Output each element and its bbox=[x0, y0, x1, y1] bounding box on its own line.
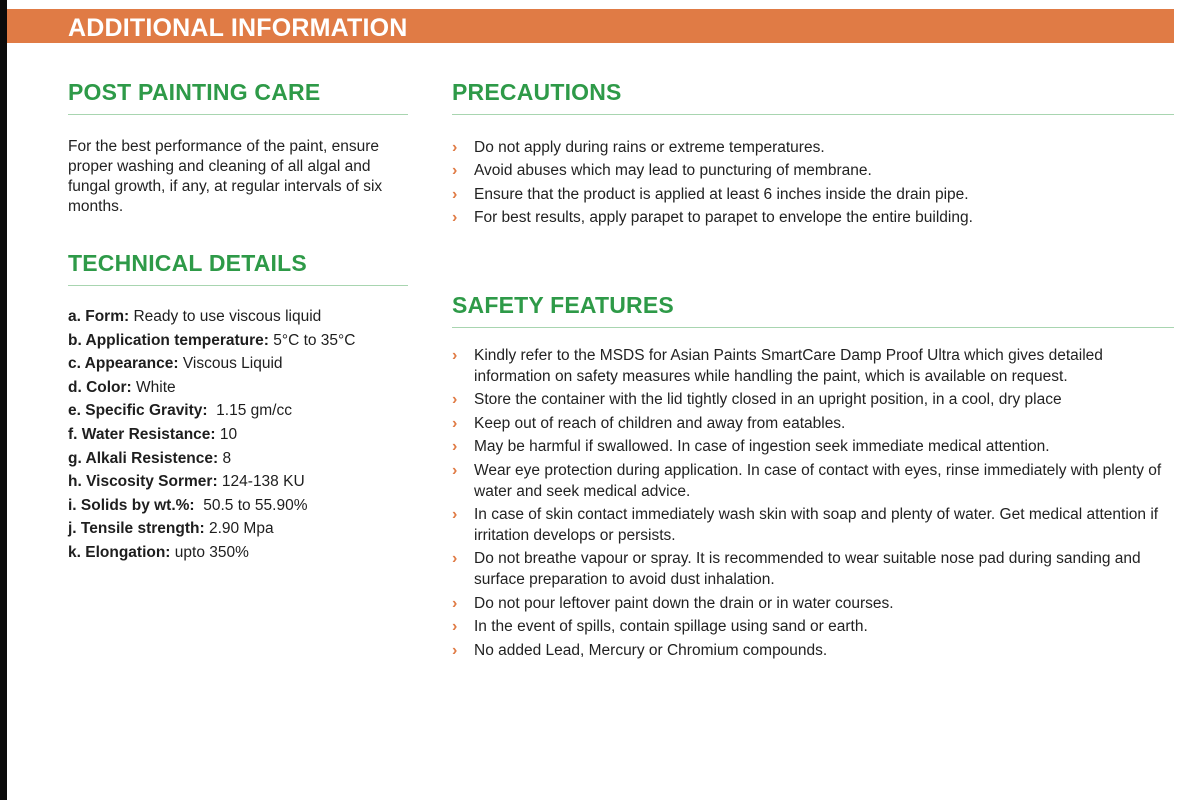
chevron-right-icon: › bbox=[452, 505, 458, 523]
list-item bbox=[452, 460, 1174, 502]
spec-item bbox=[68, 305, 355, 329]
spec-label: g. Alkali Resistence: bbox=[68, 449, 219, 467]
spec-label: c. Appearance: bbox=[68, 355, 179, 373]
spec-item bbox=[68, 376, 355, 400]
spec-item bbox=[68, 329, 355, 353]
list-item bbox=[452, 436, 1174, 457]
chevron-right-icon: › bbox=[452, 550, 458, 568]
chevron-right-icon: › bbox=[452, 162, 458, 180]
section-banner bbox=[7, 9, 1174, 43]
list-item-text: Store the container with the lid tightly closed in an upright position, in a cool, dry place bbox=[474, 391, 1062, 409]
spec-label: f. Water Resistance: bbox=[68, 425, 216, 443]
spec-item bbox=[68, 494, 355, 518]
divider bbox=[68, 285, 408, 286]
list-item bbox=[452, 184, 1174, 205]
list-item-text: Do not pour leftover paint down the drain or in water courses. bbox=[474, 594, 894, 612]
list-item bbox=[452, 616, 1174, 637]
spec-value: 2.90 Mpa bbox=[204, 520, 274, 538]
spec-value: Ready to use viscous liquid bbox=[129, 308, 322, 325]
technical-details-heading: TECHNICAL DETAILS bbox=[68, 250, 307, 276]
precautions-list bbox=[452, 137, 1174, 230]
spec-value: White bbox=[131, 378, 176, 396]
spec-item bbox=[68, 447, 355, 471]
divider bbox=[452, 114, 1174, 115]
spec-label: a. Form: bbox=[68, 308, 130, 325]
list-item bbox=[452, 593, 1174, 614]
precautions-heading: PRECAUTIONS bbox=[452, 79, 622, 105]
chevron-right-icon: › bbox=[452, 391, 458, 409]
safety-features-heading: SAFETY FEATURES bbox=[452, 292, 674, 318]
list-item bbox=[452, 160, 1174, 181]
chevron-right-icon: › bbox=[452, 641, 458, 659]
page-edge bbox=[0, 0, 7, 800]
list-item bbox=[452, 137, 1174, 158]
list-item bbox=[452, 389, 1174, 410]
list-item-text: For best results, apply parapet to parapet to envelope the entire building. bbox=[474, 208, 973, 226]
list-item bbox=[452, 345, 1174, 387]
list-item bbox=[452, 640, 1174, 661]
post-painting-care-text: For the best performance of the paint, ensure proper washing and cleaning of all algal and fungal growth, if any, at regular intervals of six months. bbox=[68, 138, 383, 215]
spec-item bbox=[68, 352, 355, 376]
chevron-right-icon: › bbox=[452, 139, 458, 156]
list-item-text: In case of skin contact immediately wash skin with soap and plenty of water. Get medical attention if irritation develops or persists. bbox=[474, 505, 1159, 544]
spec-item bbox=[68, 541, 355, 565]
list-item-text: Kindly refer to the MSDS for Asian Paints SmartCare Damp Proof Ultra which gives detailed information on safety measures while handling the paint, which is available on request. bbox=[474, 347, 1103, 385]
spec-label: h. Viscosity Sormer: bbox=[68, 473, 218, 491]
spec-item bbox=[68, 517, 355, 541]
list-item-text: Ensure that the product is applied at least 6 inches inside the drain pipe. bbox=[474, 185, 969, 203]
chevron-right-icon: › bbox=[452, 185, 458, 203]
spec-item bbox=[68, 470, 355, 494]
spec-label: k. Elongation: bbox=[68, 543, 171, 561]
spec-value: 1.15 gm/cc bbox=[207, 402, 292, 420]
list-item-text: May be harmful if swallowed. In case of ingestion seek immediate medical attention. bbox=[474, 438, 1050, 456]
spec-value: 8 bbox=[218, 449, 232, 467]
spec-label: b. Application temperature: bbox=[68, 331, 269, 349]
chevron-right-icon: › bbox=[452, 594, 458, 612]
chevron-right-icon: › bbox=[452, 414, 458, 432]
post-painting-care-heading: POST PAINTING CARE bbox=[68, 79, 321, 105]
chevron-right-icon: › bbox=[452, 208, 458, 226]
chevron-right-icon: › bbox=[452, 461, 458, 479]
divider bbox=[452, 327, 1174, 328]
spec-label: j. Tensile strength: bbox=[68, 520, 205, 538]
list-item bbox=[452, 207, 1174, 228]
banner-title: ADDITIONAL INFORMATION bbox=[68, 14, 408, 42]
list-item-text: Avoid abuses which may lead to puncturing of membrane. bbox=[474, 162, 872, 180]
spec-label: i. Solids by wt.%: bbox=[68, 496, 195, 514]
list-item-text: Do not apply during rains or extreme temperatures. bbox=[474, 139, 825, 156]
list-item bbox=[452, 548, 1174, 590]
list-item-text: Wear eye protection during application. In case of contact with eyes, rinse immediately with plenty of water and seek medical advice. bbox=[474, 461, 1162, 500]
list-item bbox=[452, 504, 1174, 546]
spec-item bbox=[68, 399, 355, 423]
spec-label: d. Color: bbox=[68, 378, 132, 396]
spec-value: 5°C to 35°C bbox=[268, 331, 356, 349]
list-item-text: Keep out of reach of children and away from eatables. bbox=[474, 414, 846, 432]
spec-value: 124-138 KU bbox=[217, 473, 305, 491]
technical-details-list bbox=[68, 305, 355, 565]
spec-value: 10 bbox=[215, 425, 238, 443]
divider bbox=[68, 114, 408, 115]
chevron-right-icon: › bbox=[452, 438, 458, 456]
chevron-right-icon: › bbox=[452, 618, 458, 636]
spec-value: Viscous Liquid bbox=[178, 355, 283, 373]
spec-value: upto 350% bbox=[170, 543, 249, 561]
chevron-right-icon: › bbox=[452, 347, 458, 364]
list-item-text: In the event of spills, contain spillage using sand or earth. bbox=[474, 618, 868, 636]
spec-value: 50.5 to 55.90% bbox=[194, 496, 308, 514]
spec-label: e. Specific Gravity: bbox=[68, 402, 208, 420]
safety-features-list bbox=[452, 345, 1174, 663]
list-item bbox=[452, 413, 1174, 434]
list-item-text: Do not breathe vapour or spray. It is recommended to wear suitable nose pad during sanding and surface preparation to avoid dust inhalation. bbox=[474, 550, 1141, 589]
list-item-text: No added Lead, Mercury or Chromium compounds. bbox=[474, 641, 828, 659]
spec-item bbox=[68, 423, 355, 447]
